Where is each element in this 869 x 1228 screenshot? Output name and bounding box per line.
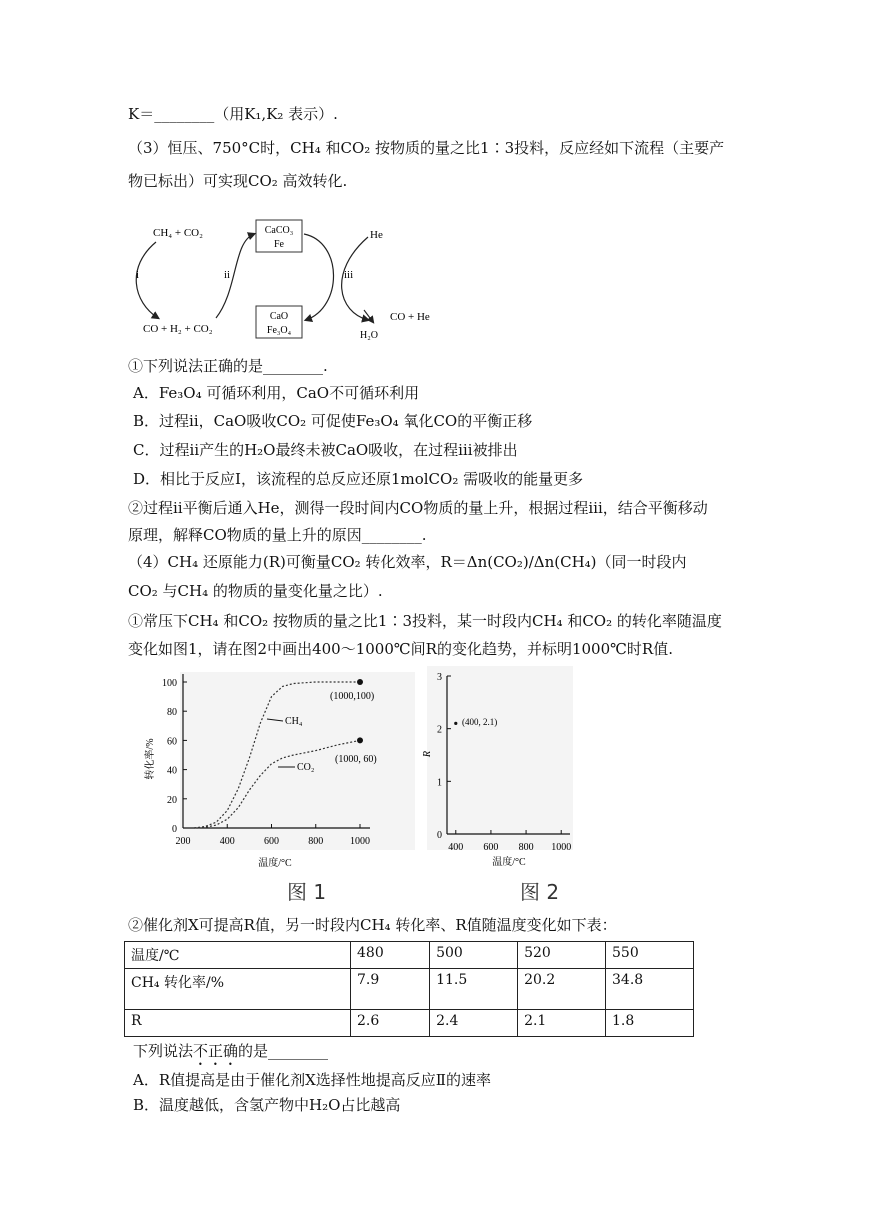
fig2-ytick-label: 2 bbox=[437, 724, 442, 736]
step-i-label: i bbox=[136, 269, 140, 281]
table-cell: CH₄ 转化率/% bbox=[125, 969, 351, 1010]
fig2-xtick-label: 600 bbox=[483, 842, 499, 853]
fig2-xtick-label: 1000 bbox=[551, 842, 572, 853]
fig2-xtick-label: 400 bbox=[448, 842, 464, 853]
figure-2-caption: 图 2 bbox=[520, 880, 560, 904]
part4-line1: （4）CH₄ 还原能力(R)可衡量CO₂ 转化效率，R＝Δn(CO₂)/Δn(CH₄)（同一时段内 bbox=[128, 553, 687, 571]
arrow-to-bottom-box bbox=[304, 234, 334, 320]
fig1-ylabel: 转化率/% bbox=[145, 738, 156, 780]
fig1-xtick-label: 800 bbox=[308, 836, 324, 847]
fig2-ytick-label: 3 bbox=[437, 672, 442, 683]
co-he-label: CO + He bbox=[390, 311, 430, 323]
fig1-ytick-label: 0 bbox=[172, 824, 177, 835]
flow-top-left-label: CH₄ + CO₂ bbox=[153, 227, 203, 239]
fig1-ytick-label: 80 bbox=[167, 707, 177, 719]
table-cell: 500 bbox=[430, 942, 518, 969]
fig2-ytick-label: 0 bbox=[437, 830, 442, 841]
table-row bbox=[125, 969, 694, 1010]
annot-400-2.1: (400, 2.1) bbox=[462, 717, 498, 727]
table-cell: 温度/℃ bbox=[125, 942, 351, 969]
part4-line3: ①常压下CH₄ 和CO₂ 按物质的量之比1∶3投料，某一时段内CH₄ 和CO₂ 的转化率随温度 bbox=[128, 612, 722, 630]
part3-intro-line2: 物已标出）可实现CO₂ 高效转化. bbox=[128, 172, 348, 190]
arrow-step-i bbox=[136, 242, 158, 318]
table-cell: 34.8 bbox=[606, 969, 694, 1010]
he-label: He bbox=[370, 229, 383, 241]
part4-line5: ②催化剂X可提高R值，另一时段内CH₄ 转化率、R值随温度变化如下表： bbox=[128, 916, 617, 934]
fig1-xtick-label: 600 bbox=[264, 836, 279, 847]
fig1-ytick-label: 60 bbox=[167, 736, 177, 748]
table-cell: 1.8 bbox=[606, 1010, 694, 1037]
fig1-xlabel: 温度/°C bbox=[258, 858, 292, 869]
table-row-header bbox=[125, 942, 694, 969]
part3-intro-line1: （3）恒压、750°C时，CH₄ 和CO₂ 按物质的量之比1∶3投料，反应经如下流程（主要产 bbox=[128, 139, 725, 157]
part4-line2: CO₂ 与CH₄ 的物质的量变化量之比）. bbox=[128, 582, 383, 600]
table-cell: 2.6 bbox=[351, 1010, 430, 1037]
fig2-ytick-label: 1 bbox=[437, 777, 442, 789]
option-c: C．过程ⅱ产生的H₂O最终未被CaO吸收，在过程ⅲ被排出 bbox=[133, 441, 518, 459]
box-bottom-line1: CaO bbox=[269, 311, 289, 322]
reaction-flow-diagram bbox=[128, 202, 448, 344]
question-1: ①下列说法正确的是________. bbox=[128, 357, 328, 375]
figure-1-chart bbox=[125, 664, 425, 900]
annot-co2-1000: (1000, 60) bbox=[335, 754, 377, 765]
question-3 bbox=[133, 1040, 328, 1069]
fig1-ytick-label: 40 bbox=[167, 765, 177, 777]
option-a: A．Fe₃O₄ 可循环利用，CaO不可循环利用 bbox=[133, 384, 420, 402]
emphasis-dots: 不正确 bbox=[193, 1042, 239, 1060]
question-3-text: 下列说法不正确的是________ bbox=[133, 1042, 329, 1060]
answer-line-k: K＝________（用K₁,K₂ 表示）. bbox=[128, 105, 338, 123]
fig2-xtick-label: 800 bbox=[518, 842, 534, 853]
label-ch4: CH₄ bbox=[285, 716, 303, 727]
table-row bbox=[125, 1010, 694, 1037]
part4-line4: 变化如图1，请在图2中画出400～1000℃间R的变化趋势，并标明1000℃时R值. bbox=[128, 640, 673, 658]
option-d: D．相比于反应Ⅰ，该流程的总反应还原1molCO₂ 需吸收的能量更多 bbox=[133, 470, 584, 488]
table-cell: 7.9 bbox=[351, 969, 430, 1010]
data-table bbox=[124, 941, 694, 1037]
table-cell: 480 bbox=[351, 942, 430, 969]
figure-2-chart bbox=[422, 664, 575, 900]
question-2-line1: ②过程ⅱ平衡后通入He，测得一段时间内CO物质的量上升，根据过程ⅲ，结合平衡移动 bbox=[128, 499, 708, 517]
box-top-line2: Fe bbox=[274, 239, 284, 250]
table-cell: R bbox=[125, 1010, 351, 1037]
step-iii-label: iii bbox=[344, 269, 354, 281]
fig1-xtick-label: 400 bbox=[219, 836, 235, 847]
table-cell: 550 bbox=[606, 942, 694, 969]
fig2-ylabel: R bbox=[422, 750, 433, 758]
point-ch4-1000 bbox=[357, 679, 363, 685]
water-label: H₂O bbox=[360, 330, 378, 341]
point-co2-1000 bbox=[357, 737, 363, 743]
figure-1-caption: 图 1 bbox=[287, 880, 327, 904]
fig1-xtick-label: 1000 bbox=[350, 836, 370, 847]
fig1-ytick-label: 20 bbox=[167, 794, 177, 806]
table-cell: 11.5 bbox=[430, 969, 518, 1010]
annot-ch4-1000: (1000,100) bbox=[330, 691, 375, 702]
question-2-line2: 原理，解释CO物质的量上升的原因________. bbox=[128, 526, 427, 544]
step-ii-label: ii bbox=[224, 269, 231, 281]
flow-bottom-left-label: CO + H₂ + CO₂ bbox=[143, 323, 213, 335]
arrow-to-top-box bbox=[216, 234, 254, 318]
option-b: B．过程ⅱ，CaO吸收CO₂ 可促使Fe₃O₄ 氧化CO的平衡正移 bbox=[133, 412, 533, 430]
table-cell: 2.4 bbox=[430, 1010, 518, 1037]
box-top-line1: CaCO₃ bbox=[264, 225, 294, 236]
point-400-2.1 bbox=[454, 722, 457, 725]
table-cell: 520 bbox=[518, 942, 606, 969]
fig1-xtick-label: 200 bbox=[175, 836, 191, 847]
fig1-ytick-label: 100 bbox=[162, 678, 177, 689]
table-cell: 2.1 bbox=[518, 1010, 606, 1037]
option-b2: B．温度越低，含氢产物中H₂O占比越高 bbox=[133, 1096, 401, 1114]
arrow-water bbox=[364, 310, 373, 322]
fig2-xlabel: 温度/°C bbox=[492, 857, 526, 868]
label-co2: CO₂ bbox=[297, 762, 315, 773]
table-cell: 20.2 bbox=[518, 969, 606, 1010]
option-a2: A．R值提高是由于催化剂X选择性地提高反应Ⅱ的速率 bbox=[133, 1071, 492, 1089]
box-bottom-line2: Fe₃O₄ bbox=[266, 325, 292, 336]
